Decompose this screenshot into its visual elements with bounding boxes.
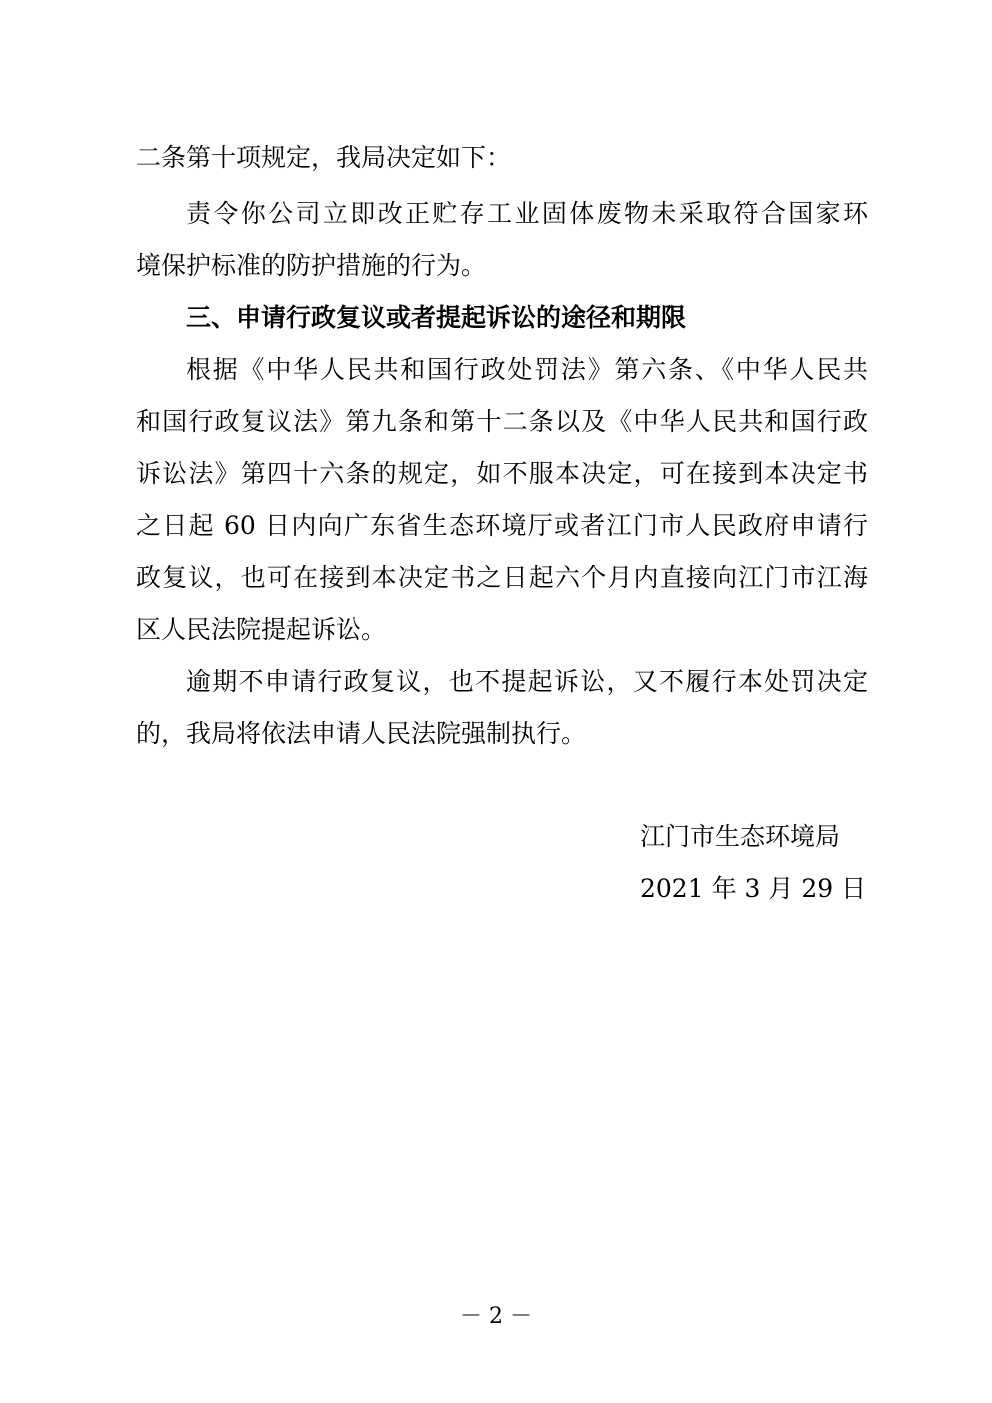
body-line-9: 政复议，也可在接到本决定书之日起六个月内直接向江门市江海 — [136, 563, 868, 592]
body-line-8: 之日起 60 日内向广东省生态环境厅或者江门市人民政府申请行 — [136, 511, 868, 540]
body-line-5: 根据《中华人民共和国行政处罚法》第六条、《中华人民共 — [186, 355, 868, 384]
body-line-6: 和国行政复议法》第九条和第十二条以及《中华人民共和国行政 — [136, 407, 868, 436]
body-line-12: 的，我局将依法申请人民法院强制执行。 — [136, 719, 587, 748]
body-line-11: 逾期不申请行政复议，也不提起诉讼，又不履行本处罚决定 — [186, 667, 868, 696]
body-line-7: 诉讼法》第四十六条的规定，如不服本决定，可在接到本决定书 — [136, 459, 868, 488]
issue-date: 2021 年 3 月 29 日 — [640, 874, 867, 903]
page-number: － 2 － — [460, 1304, 532, 1329]
body-line-2: 责令你公司立即改正贮存工业固体废物未采取符合国家环 — [186, 199, 868, 228]
body-line-1: 二条第十项规定，我局决定如下： — [136, 143, 512, 172]
issuer-name: 江门市生态环境局 — [640, 822, 841, 851]
body-line-3: 境保护标准的防护措施的行为。 — [136, 251, 487, 280]
body-line-10: 区人民法院提起诉讼。 — [136, 615, 387, 644]
section-heading: 三、申请行政复议或者提起诉讼的途径和期限 — [186, 303, 687, 332]
